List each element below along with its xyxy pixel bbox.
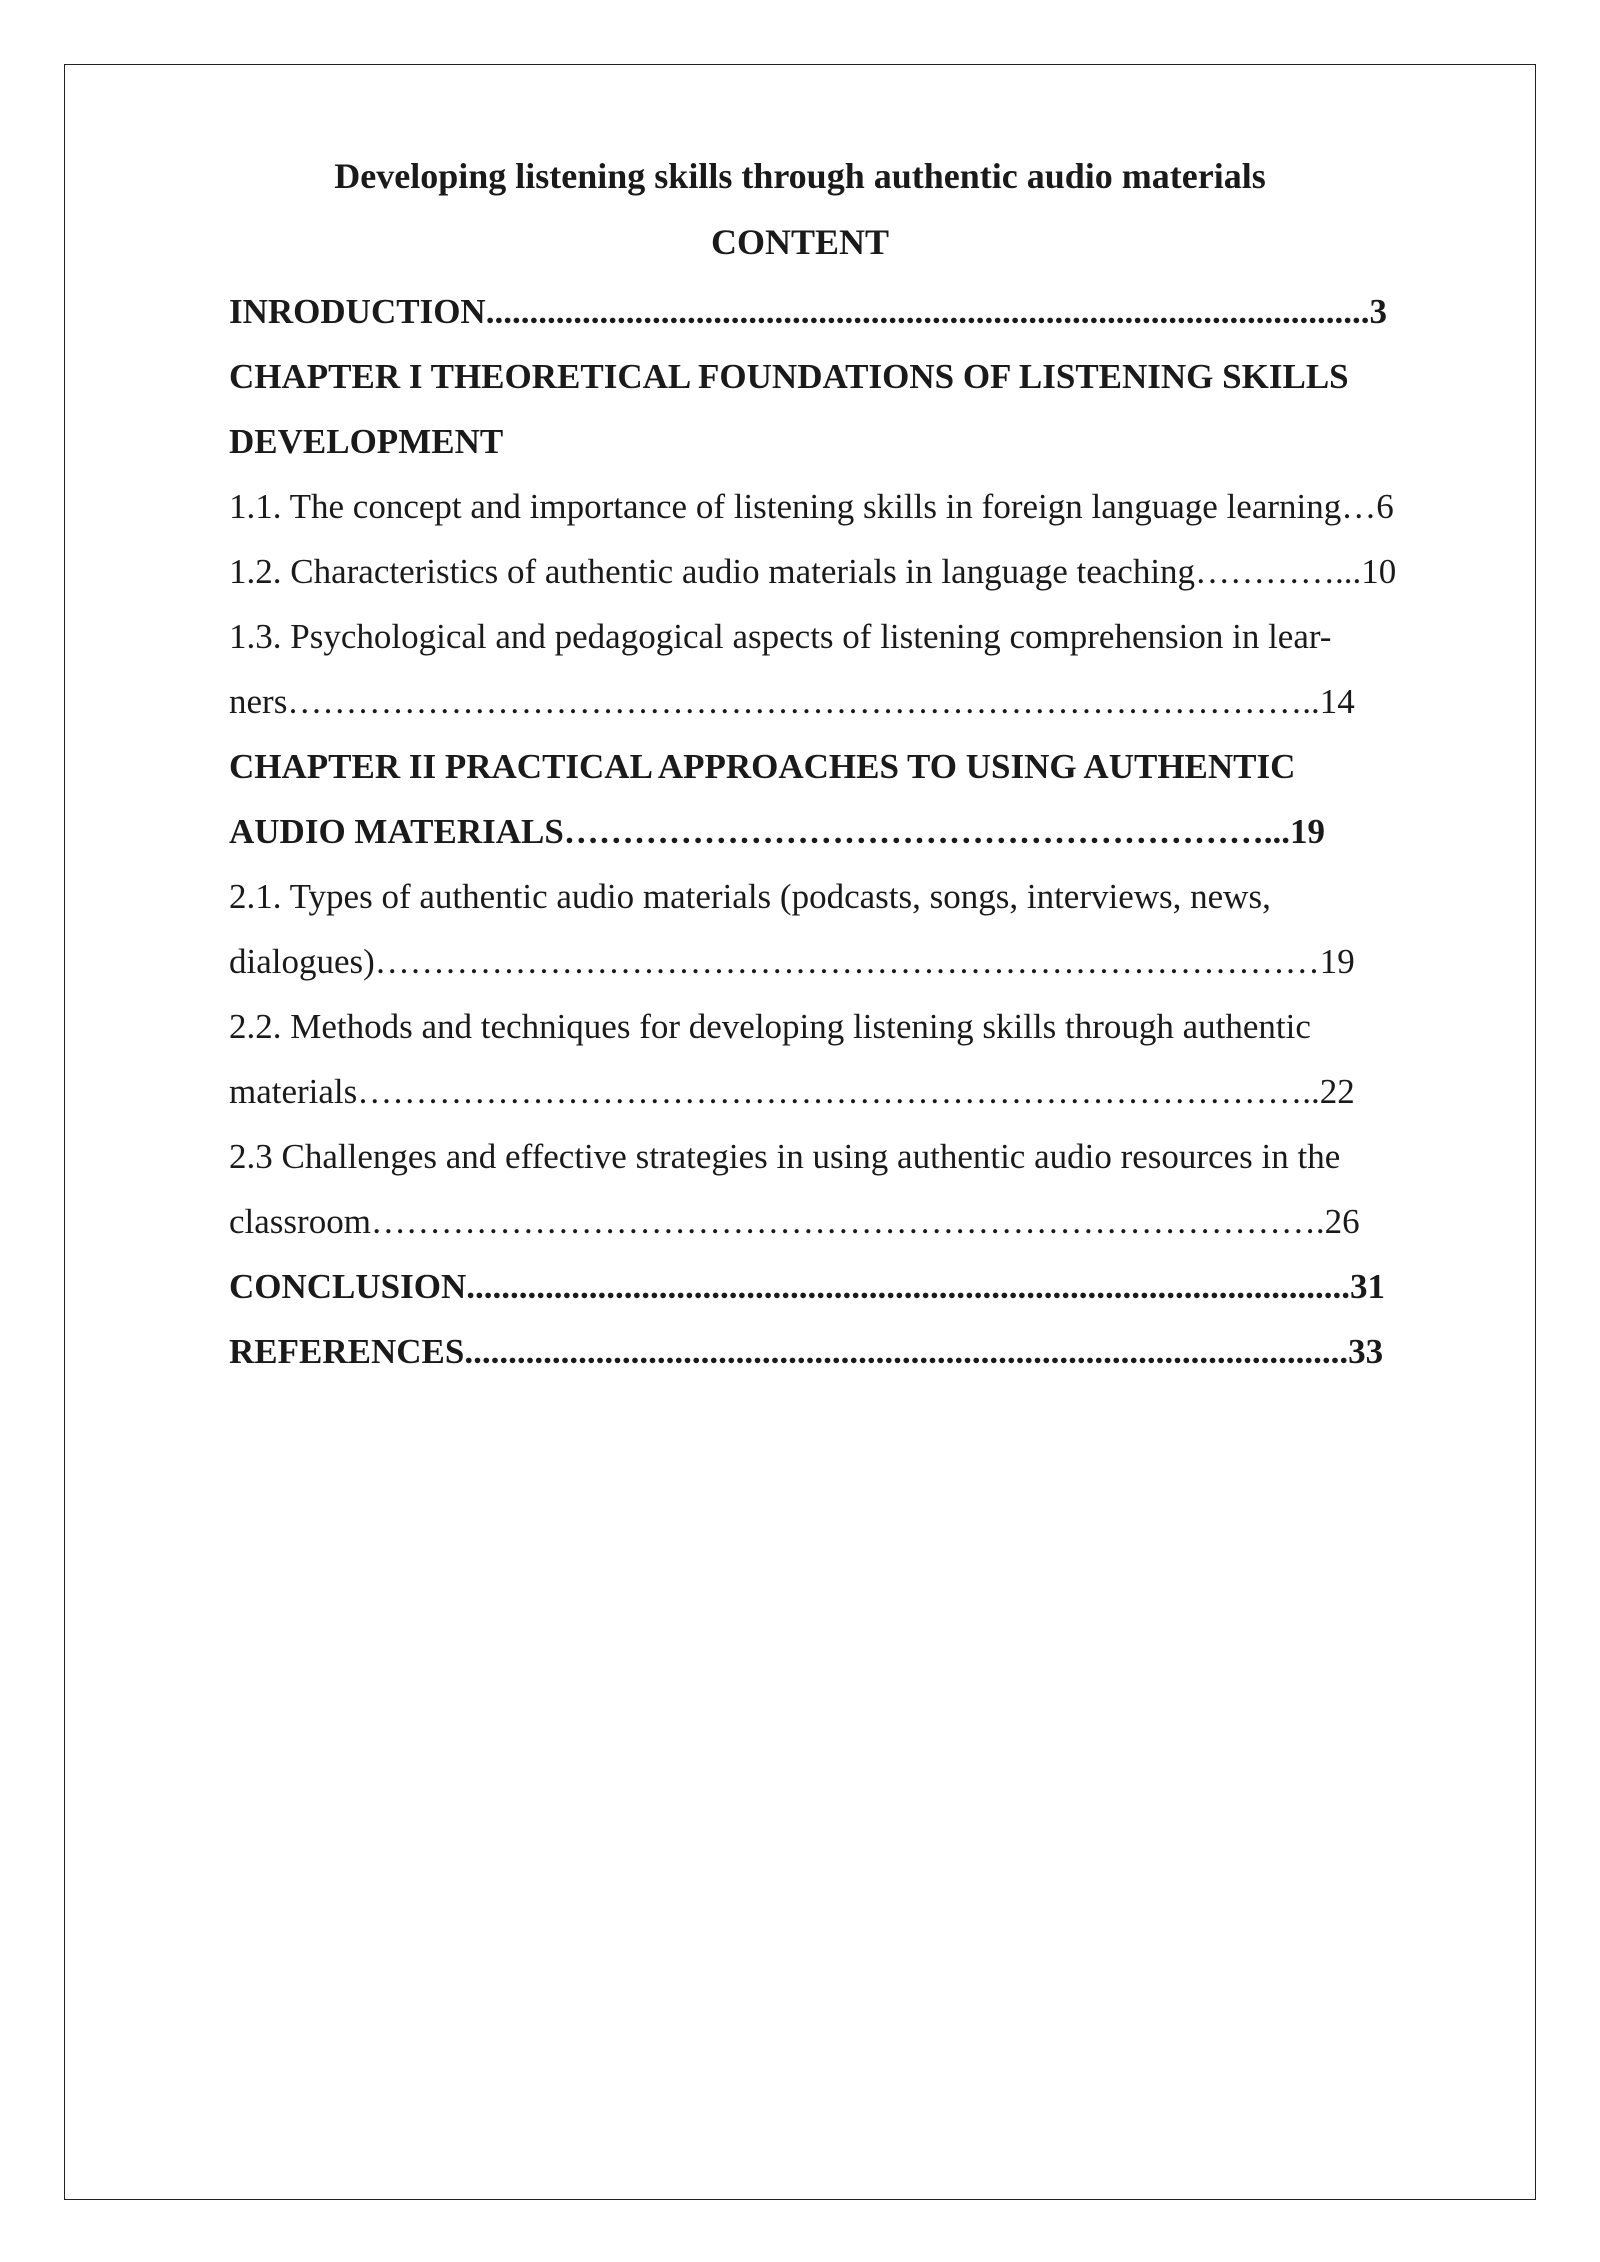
toc-line: classroom……………………………………………………………………….26 bbox=[229, 1202, 1360, 1241]
contents-heading: CONTENT bbox=[710, 222, 890, 262]
toc-line: ners……………………………………………………………………………..14 bbox=[229, 682, 1355, 721]
document-title: Developing listening skills through authentic audio materials bbox=[334, 156, 1266, 196]
toc-line: DEVELOPMENT bbox=[229, 422, 504, 461]
toc-line: 1.3. Psychological and pedagogical aspects of listening comprehension in lear- bbox=[229, 617, 1332, 656]
toc-line: AUDIO MATERIALS……………………………………………………...19 bbox=[229, 812, 1326, 851]
table-of-contents bbox=[229, 279, 1487, 1384]
toc-line: CHAPTER II PRACTICAL APPROACHES TO USING AUTHENTIC bbox=[229, 747, 1296, 786]
toc-line: INRODUCTION.....................................................................................................3 bbox=[229, 292, 1387, 331]
toc-line: 1.1. The concept and importance of listening skills in foreign language learning…6 bbox=[229, 487, 1394, 526]
toc-line: 2.1. Types of authentic audio materials (podcasts, songs, interviews, news, bbox=[229, 877, 1271, 916]
toc-line: REFERENCES.....................................................................................................33 bbox=[229, 1332, 1384, 1371]
toc-line: dialogues)………………………………………………………………………19 bbox=[229, 942, 1355, 981]
toc-line: CHAPTER I THEORETICAL FOUNDATIONS OF LISTENING SKILLS bbox=[229, 357, 1349, 396]
toc-line: 2.2. Methods and techniques for developing listening skills through authentic bbox=[229, 1007, 1311, 1046]
toc-line: 1.2. Characteristics of authentic audio materials in language teaching…………...10 bbox=[229, 552, 1397, 591]
toc-line: materials………………………………………………………………………..22 bbox=[229, 1072, 1355, 1111]
toc-line: 2.3 Challenges and effective strategies in using authentic audio resources in the bbox=[229, 1137, 1341, 1176]
toc-line: CONCLUSION.....................................................................................................31 bbox=[229, 1267, 1386, 1306]
